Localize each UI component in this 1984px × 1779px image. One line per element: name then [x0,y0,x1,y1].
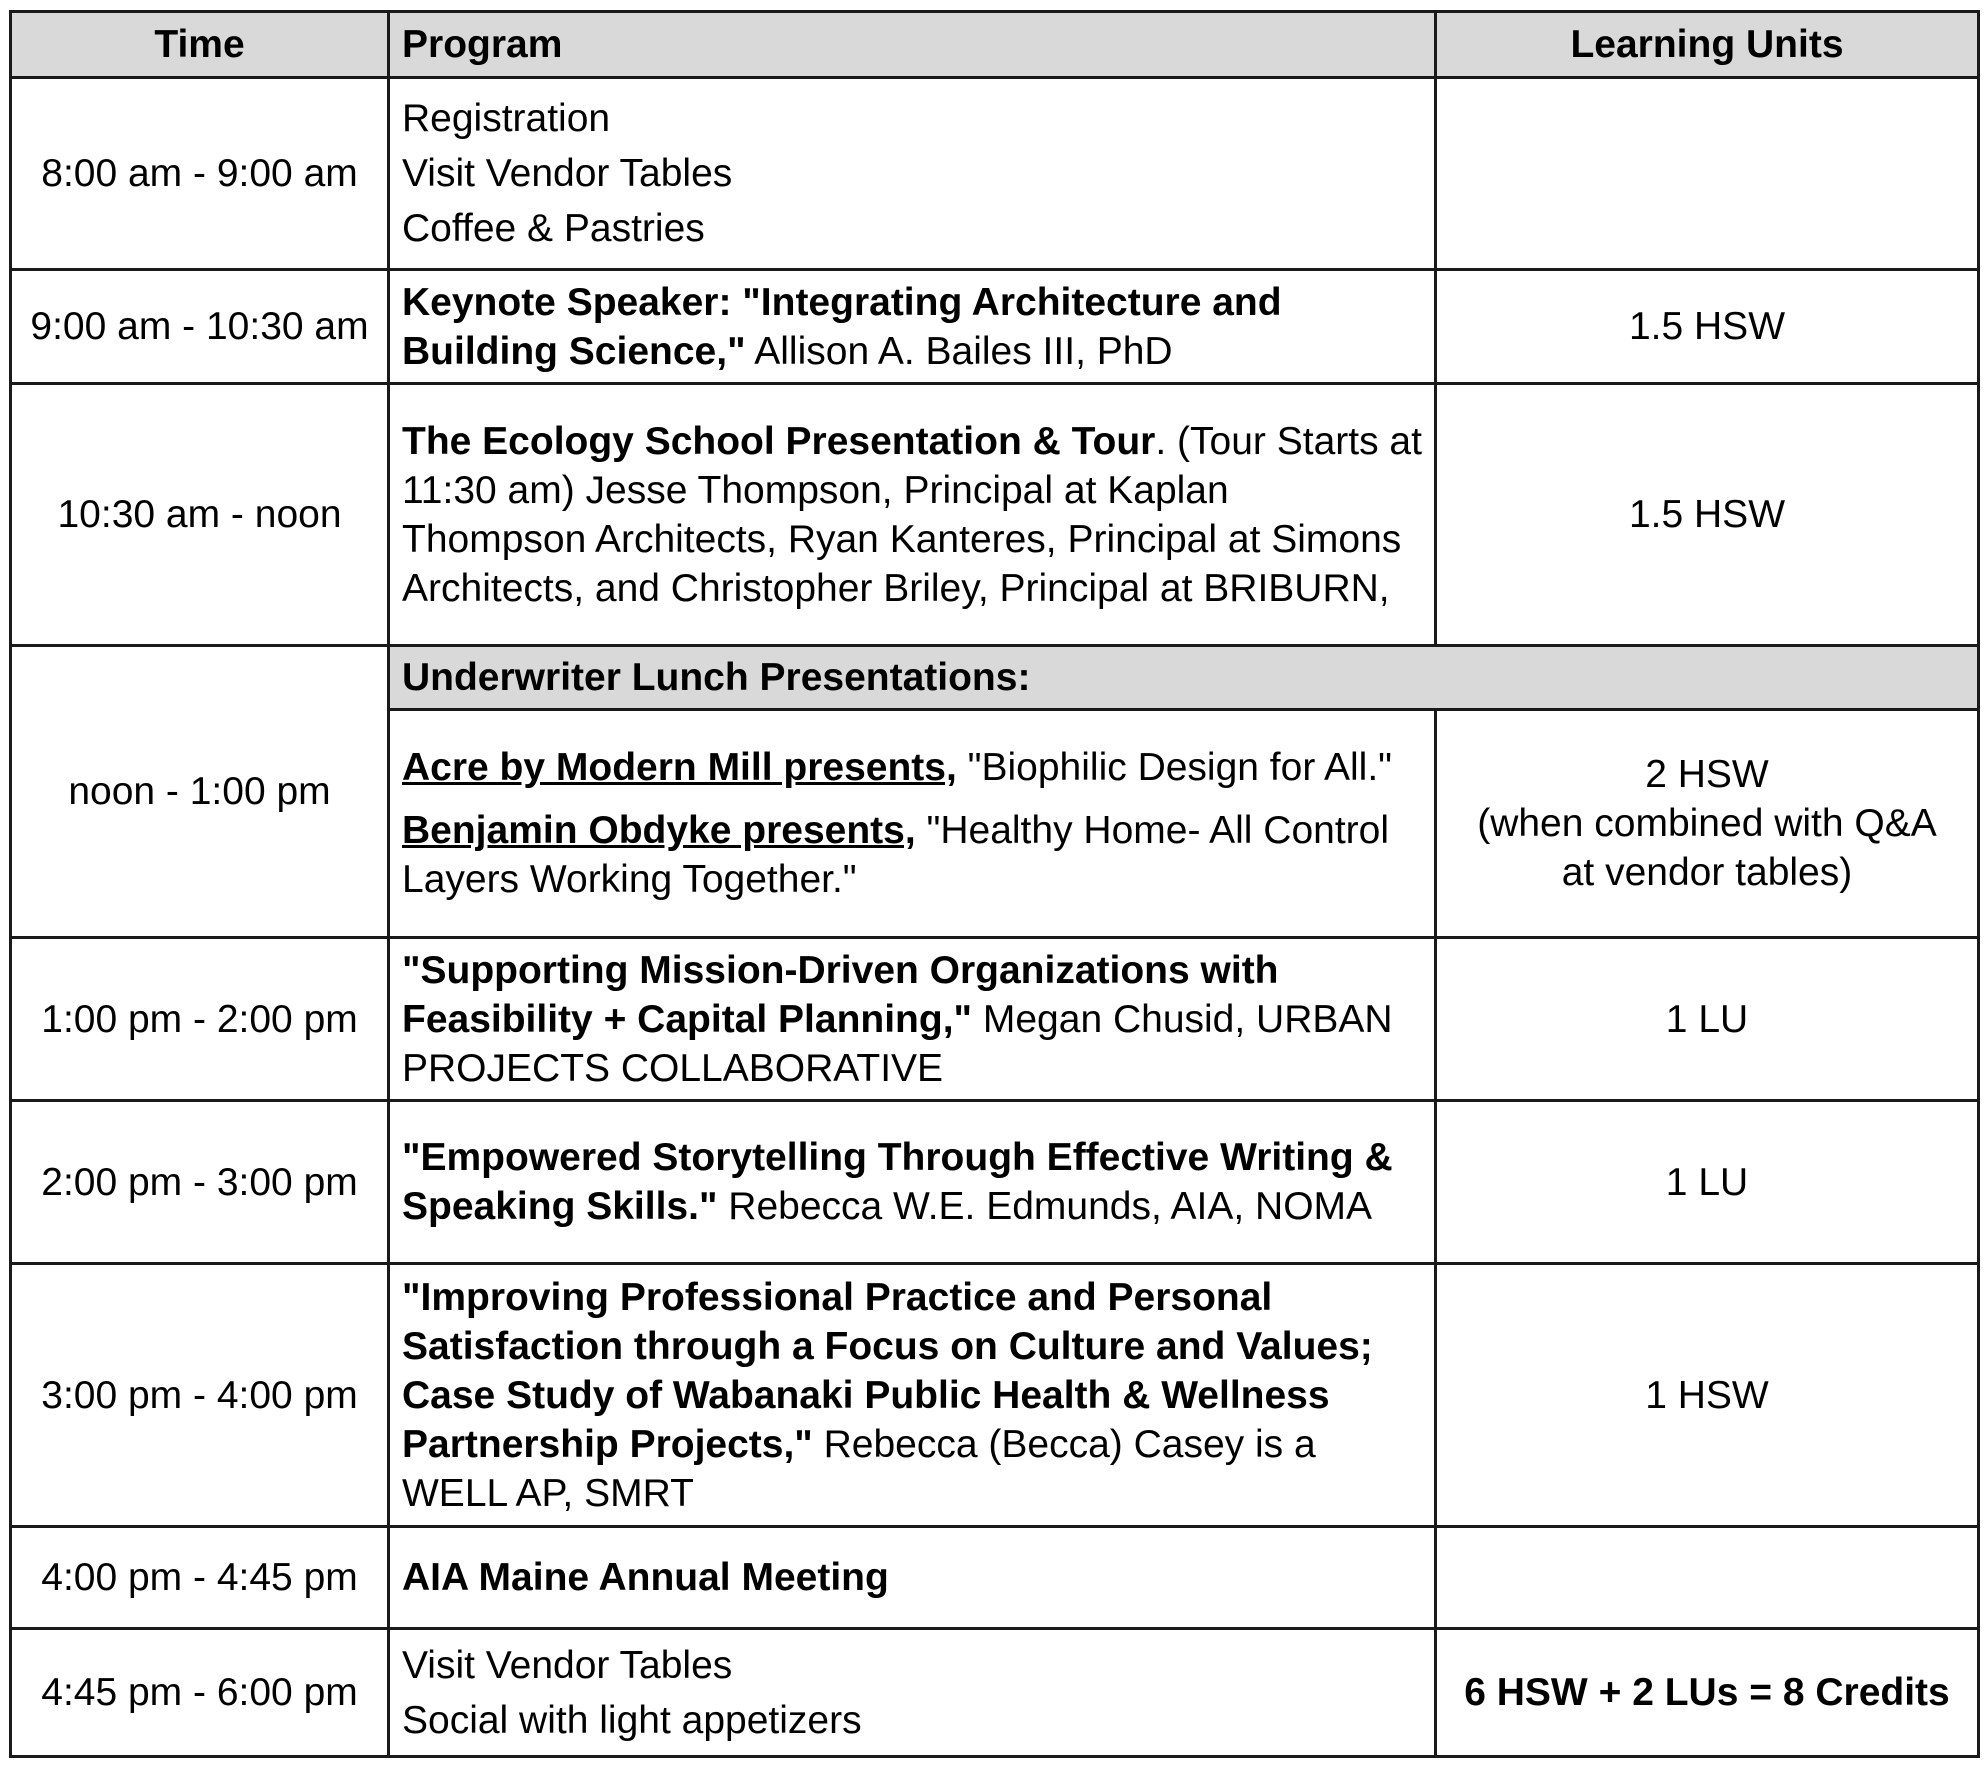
total-credits: 6 HSW + 2 LUs = 8 Credits [1436,1629,1979,1757]
table-row [11,270,1979,384]
units-cell: 1.5 HSW [1436,384,1979,646]
program-cell [389,1629,1436,1757]
program-title: The Ecology School Presentation & Tour [402,419,1156,463]
units-cell [1436,1527,1979,1629]
program-speaker: Megan Chusid, URBAN PROJECTS COLLABORATIVE [402,997,1393,1090]
table-row [11,646,1979,710]
time-cell: 3:00 pm - 4:00 pm [11,1264,389,1527]
lunch-subheader: Underwriter Lunch Presentations: [389,646,1979,710]
sponsor-name: Acre by Modern Mill presents, [402,746,957,789]
time-cell: 2:00 pm - 3:00 pm [11,1101,389,1264]
program-line: Visit Vendor Tables [402,152,733,195]
program-cell [389,1527,1436,1629]
program-cell [389,1264,1436,1527]
program-cell [389,78,1436,270]
program-cell [389,710,1436,938]
program-cell [389,384,1436,646]
lunch-presentation [402,806,1422,904]
program-line: Social with light appetizers [402,1698,862,1742]
program-line: Visit Vendor Tables [402,1643,733,1687]
table-row [11,938,1979,1101]
units-cell [1436,710,1979,938]
units-cell: 1.5 HSW [1436,270,1979,384]
units-cell: 1 LU [1436,938,1979,1101]
program-cell [389,270,1436,384]
header-program: Program [389,12,1436,78]
units-line: 2 HSW [1645,753,1769,796]
program-title: AIA Maine Annual Meeting [402,1556,889,1599]
header-time: Time [11,12,389,78]
program-speaker: Rebecca W.E. Edmunds, AIA, NOMA [717,1185,1373,1228]
presentation-title: "Biophilic Design for All." [956,746,1393,789]
table-row [11,1264,1979,1527]
program-speaker: Allison A. Bailes III, PhD [745,329,1173,373]
time-cell: noon - 1:00 pm [11,646,389,938]
units-cell: 1 LU [1436,1101,1979,1264]
program-speaker: Rebecca (Becca) Casey is a WELL AP, SMRT [402,1422,1316,1515]
table-row [11,78,1979,270]
program-title: "Supporting Mission-Driven Organizations with Feasibility + Capital Planning," [402,948,1279,1041]
program-cell [389,938,1436,1101]
time-cell: 1:00 pm - 2:00 pm [11,938,389,1101]
program-title: "Empowered Storytelling Through Effective Writing & Speaking Skills." [402,1136,1393,1228]
units-line: at vendor tables) [1561,851,1853,894]
units-line: (when combined with Q&A [1477,802,1937,845]
table-row [11,1629,1979,1757]
program-title: Keynote Speaker: "Integrating Architecture and Building Science," [402,280,1282,373]
lunch-presentation [402,743,1422,792]
table-row [11,384,1979,646]
program-speaker: . (Tour Starts at 11:30 am) Jesse Thompson, Principal at Kaplan Thompson Architects, Ryan Kanteres, Principal at Simons Architects, and Christopher Briley, Principal at BRIBURN, [402,419,1422,610]
time-cell: 4:45 pm - 6:00 pm [11,1629,389,1757]
time-cell: 4:00 pm - 4:45 pm [11,1527,389,1629]
units-cell [1436,78,1979,270]
header-learning-units: Learning Units [1436,12,1979,78]
units-cell: 1 HSW [1436,1264,1979,1527]
time-cell: 9:00 am - 10:30 am [11,270,389,384]
presentation-title: "Healthy Home- All Control Layers Working Together." [402,809,1390,901]
program-title: "Improving Professional Practice and Personal Satisfaction through a Focus on Culture and Values; Case Study of Wabanaki Public Health & Wellness Partnership Projects," [402,1275,1373,1466]
program-line: Coffee & Pastries [402,207,705,250]
schedule-table [9,10,1980,1758]
time-cell: 10:30 am - noon [11,384,389,646]
header-row [11,12,1979,78]
program-line: Registration [402,97,611,140]
sponsor-name: Benjamin Obdyke presents, [402,809,916,852]
time-cell: 8:00 am - 9:00 am [11,78,389,270]
table-row [11,1101,1979,1264]
table-row [11,1527,1979,1629]
program-cell [389,1101,1436,1264]
